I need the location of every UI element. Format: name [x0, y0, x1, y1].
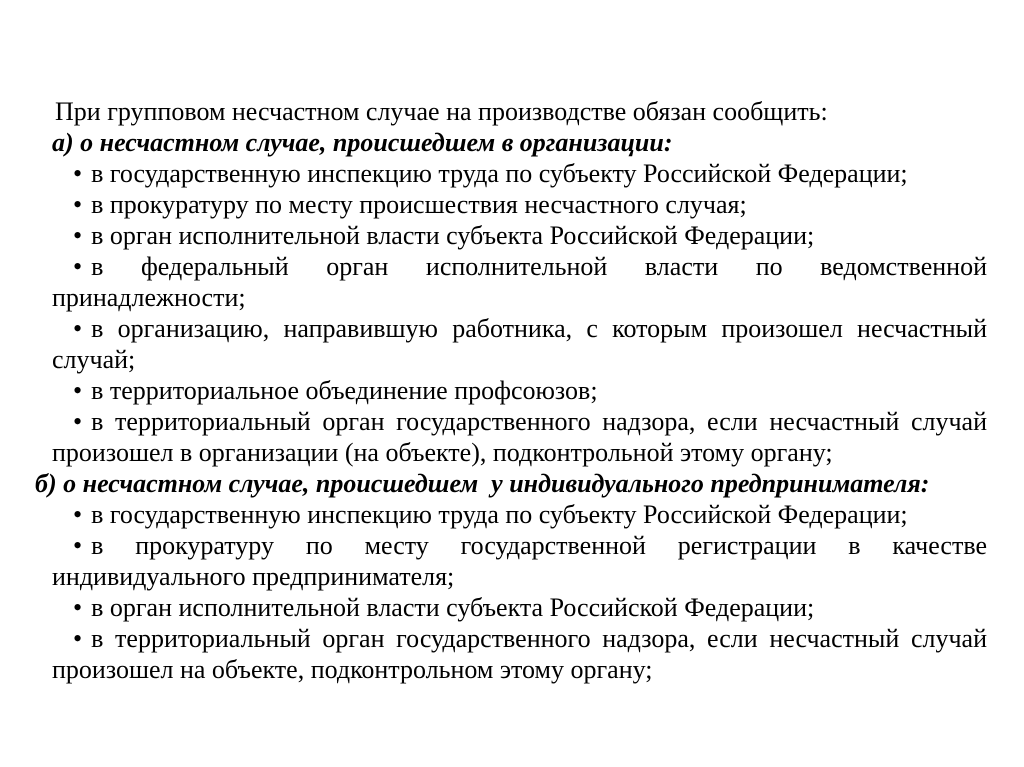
section-b-item — [52, 592, 987, 623]
bullet-text: в орган исполнительной власти субъекта Российской Федерации; — [91, 221, 815, 250]
intro-line: При групповом несчастном случае на производстве обязан сообщить: — [55, 97, 828, 126]
slide-text-block — [0, 96, 1024, 685]
bullet-text: в организацию, направившую работника, с которым произошел несчастный случай; — [52, 314, 987, 374]
section-a-item — [52, 220, 987, 251]
section-a-item — [52, 375, 987, 406]
bullet-text: в федеральный орган исполнительной власти по ведомственной принадлежности; — [52, 252, 987, 312]
bullet-icon: • — [73, 531, 83, 560]
section-a-item — [52, 189, 987, 220]
bullet-icon: • — [73, 407, 83, 436]
section-a-item — [52, 406, 987, 468]
bullet-text: в территориальный орган государственного надзора, если несчастный случай произошел на объекте, подконтрольном этому органу; — [52, 624, 987, 684]
section-a-item — [52, 158, 987, 189]
bullet-text: в прокуратуру по месту государственной регистрации в качестве индивидуального предпринимателя; — [52, 531, 987, 591]
bullet-icon: • — [73, 252, 83, 281]
bullet-icon: • — [73, 624, 83, 653]
bullet-icon: • — [73, 314, 83, 343]
bullet-icon: • — [73, 190, 83, 219]
section-b-item — [52, 499, 987, 530]
section-a-item — [52, 251, 987, 313]
bullet-text: в прокуратуру по месту происшествия несчастного случая; — [91, 190, 747, 219]
bullet-icon: • — [73, 221, 83, 250]
bullet-text: в государственную инспекцию труда по субъекту Российской Федерации; — [91, 159, 908, 188]
bullet-icon: • — [73, 159, 83, 188]
bullet-text: в территориальное объединение профсоюзов; — [91, 376, 598, 405]
bullet-icon: • — [73, 376, 83, 405]
section-b-item — [52, 530, 987, 592]
section-b-heading: б) о несчастном случае, происшедшем у индивидуального предпринимателя: — [35, 469, 930, 498]
section-a-item — [52, 313, 987, 375]
section-b-item — [52, 623, 987, 685]
bullet-text: в государственную инспекцию труда по субъекту Российской Федерации; — [91, 500, 908, 529]
bullet-text: в территориальный орган государственного надзора, если несчастный случай произошел в организации (на объекте), подконтрольной этому органу; — [52, 407, 987, 467]
bullet-icon: • — [73, 593, 83, 622]
bullet-icon: • — [73, 500, 83, 529]
section-a-heading: а) о несчастном случае, происшедшем в организации: — [52, 128, 673, 157]
bullet-text: в орган исполнительной власти субъекта Российской Федерации; — [91, 593, 815, 622]
